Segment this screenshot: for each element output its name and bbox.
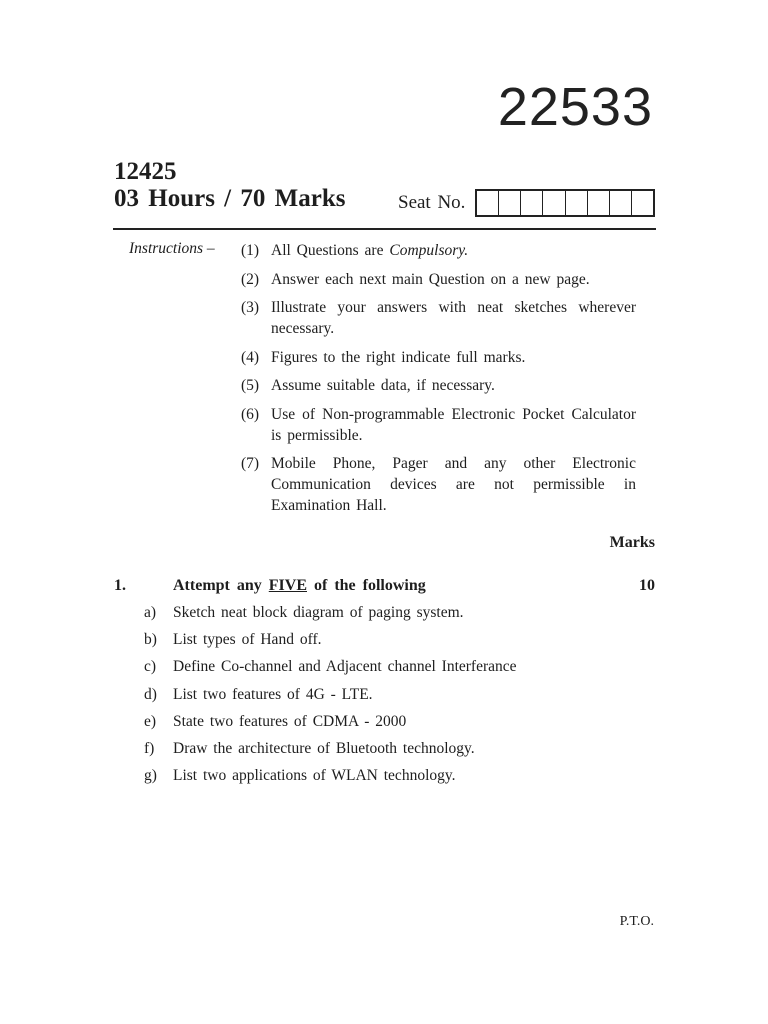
paper-code: 22533 <box>497 77 653 137</box>
subquestion-item <box>144 766 517 793</box>
instruction-text: Figures to the right indicate full marks. <box>271 348 526 366</box>
instruction-number: (1) <box>241 242 260 259</box>
instruction-number: (5) <box>241 377 260 394</box>
exam-code: 12425 <box>114 158 177 185</box>
instruction-item <box>241 404 636 446</box>
subquestion-label: b) <box>144 631 157 649</box>
seat-box <box>477 191 499 215</box>
subquestion-item <box>144 603 517 630</box>
instruction-emphasis: Compulsory. <box>389 242 469 259</box>
seat-number-label: Seat No. <box>398 192 466 213</box>
instructions-heading: Instructions – <box>129 240 215 257</box>
instruction-text: Mobile Phone, Pager and any other Electronic Communication devices are not permissible in Examination Hall. <box>271 455 636 514</box>
marks-column-heading: Marks <box>609 534 655 551</box>
seat-box <box>499 191 521 215</box>
instruction-text-main: All Questions are <box>271 242 390 259</box>
subquestion-label: d) <box>144 685 157 703</box>
subquestion-label: c) <box>144 658 157 676</box>
question-title-underlined: FIVE <box>268 577 307 594</box>
subquestion-text: List types of Hand off. <box>173 631 322 649</box>
subquestion-label: e) <box>144 712 157 730</box>
instruction-text: Use of Non-programmable Electronic Pocket Calculator is permissible. <box>271 405 636 444</box>
instruction-item <box>241 453 636 516</box>
seat-box <box>588 191 610 215</box>
instruction-item <box>241 375 636 396</box>
instruction-number: (3) <box>241 299 260 316</box>
question-number: 1. <box>114 577 126 594</box>
instruction-number: (4) <box>241 348 260 366</box>
subquestion-item <box>144 657 517 684</box>
instruction-item <box>241 297 636 339</box>
seat-box <box>566 191 588 215</box>
subquestion-label: f) <box>144 739 155 757</box>
instruction-text: Answer each next main Question on a new page. <box>271 270 590 288</box>
subquestion-text: Draw the architecture of Bluetooth technology. <box>173 739 475 757</box>
seat-number-boxes <box>475 189 655 217</box>
subquestion-label: a) <box>144 604 157 621</box>
subquestion-text: List two applications of WLAN technology. <box>173 767 456 785</box>
subquestion-text: Define Co-channel and Adjacent channel Interferance <box>173 658 517 676</box>
seat-box <box>521 191 543 215</box>
question-marks: 10 <box>639 577 655 594</box>
question-title-end: of the following <box>307 577 426 594</box>
duration-marks: 03 Hours / 70 Marks <box>114 185 346 212</box>
instruction-item <box>241 269 636 290</box>
subquestion-text: State two features of CDMA - 2000 <box>173 712 407 730</box>
instruction-text: Illustrate your answers with neat sketches wherever necessary. <box>271 299 636 337</box>
instruction-text <box>271 240 636 261</box>
subquestion-item <box>144 685 517 712</box>
question-title <box>173 577 426 595</box>
subquestion-text: List two features of 4G - LTE. <box>173 685 373 703</box>
instruction-text: Assume suitable data, if necessary. <box>271 377 495 394</box>
subquestion-list <box>144 603 517 793</box>
subquestion-item <box>144 739 517 766</box>
question-title-start: Attempt any <box>173 577 269 594</box>
subquestion-item <box>144 712 517 739</box>
seat-box <box>632 191 653 215</box>
instruction-item <box>241 347 636 368</box>
seat-box <box>610 191 632 215</box>
instruction-number: (2) <box>241 270 260 288</box>
instructions-list <box>241 240 636 524</box>
pto-note: P.T.O. <box>619 914 654 929</box>
instruction-number: (7) <box>241 455 260 472</box>
header-divider <box>113 228 656 230</box>
seat-box <box>543 191 565 215</box>
subquestion-item <box>144 630 517 657</box>
subquestion-label: g) <box>144 767 157 785</box>
subquestion-text: Sketch neat block diagram of paging system. <box>173 604 464 621</box>
instruction-number: (6) <box>241 405 260 423</box>
instruction-item <box>241 240 636 261</box>
